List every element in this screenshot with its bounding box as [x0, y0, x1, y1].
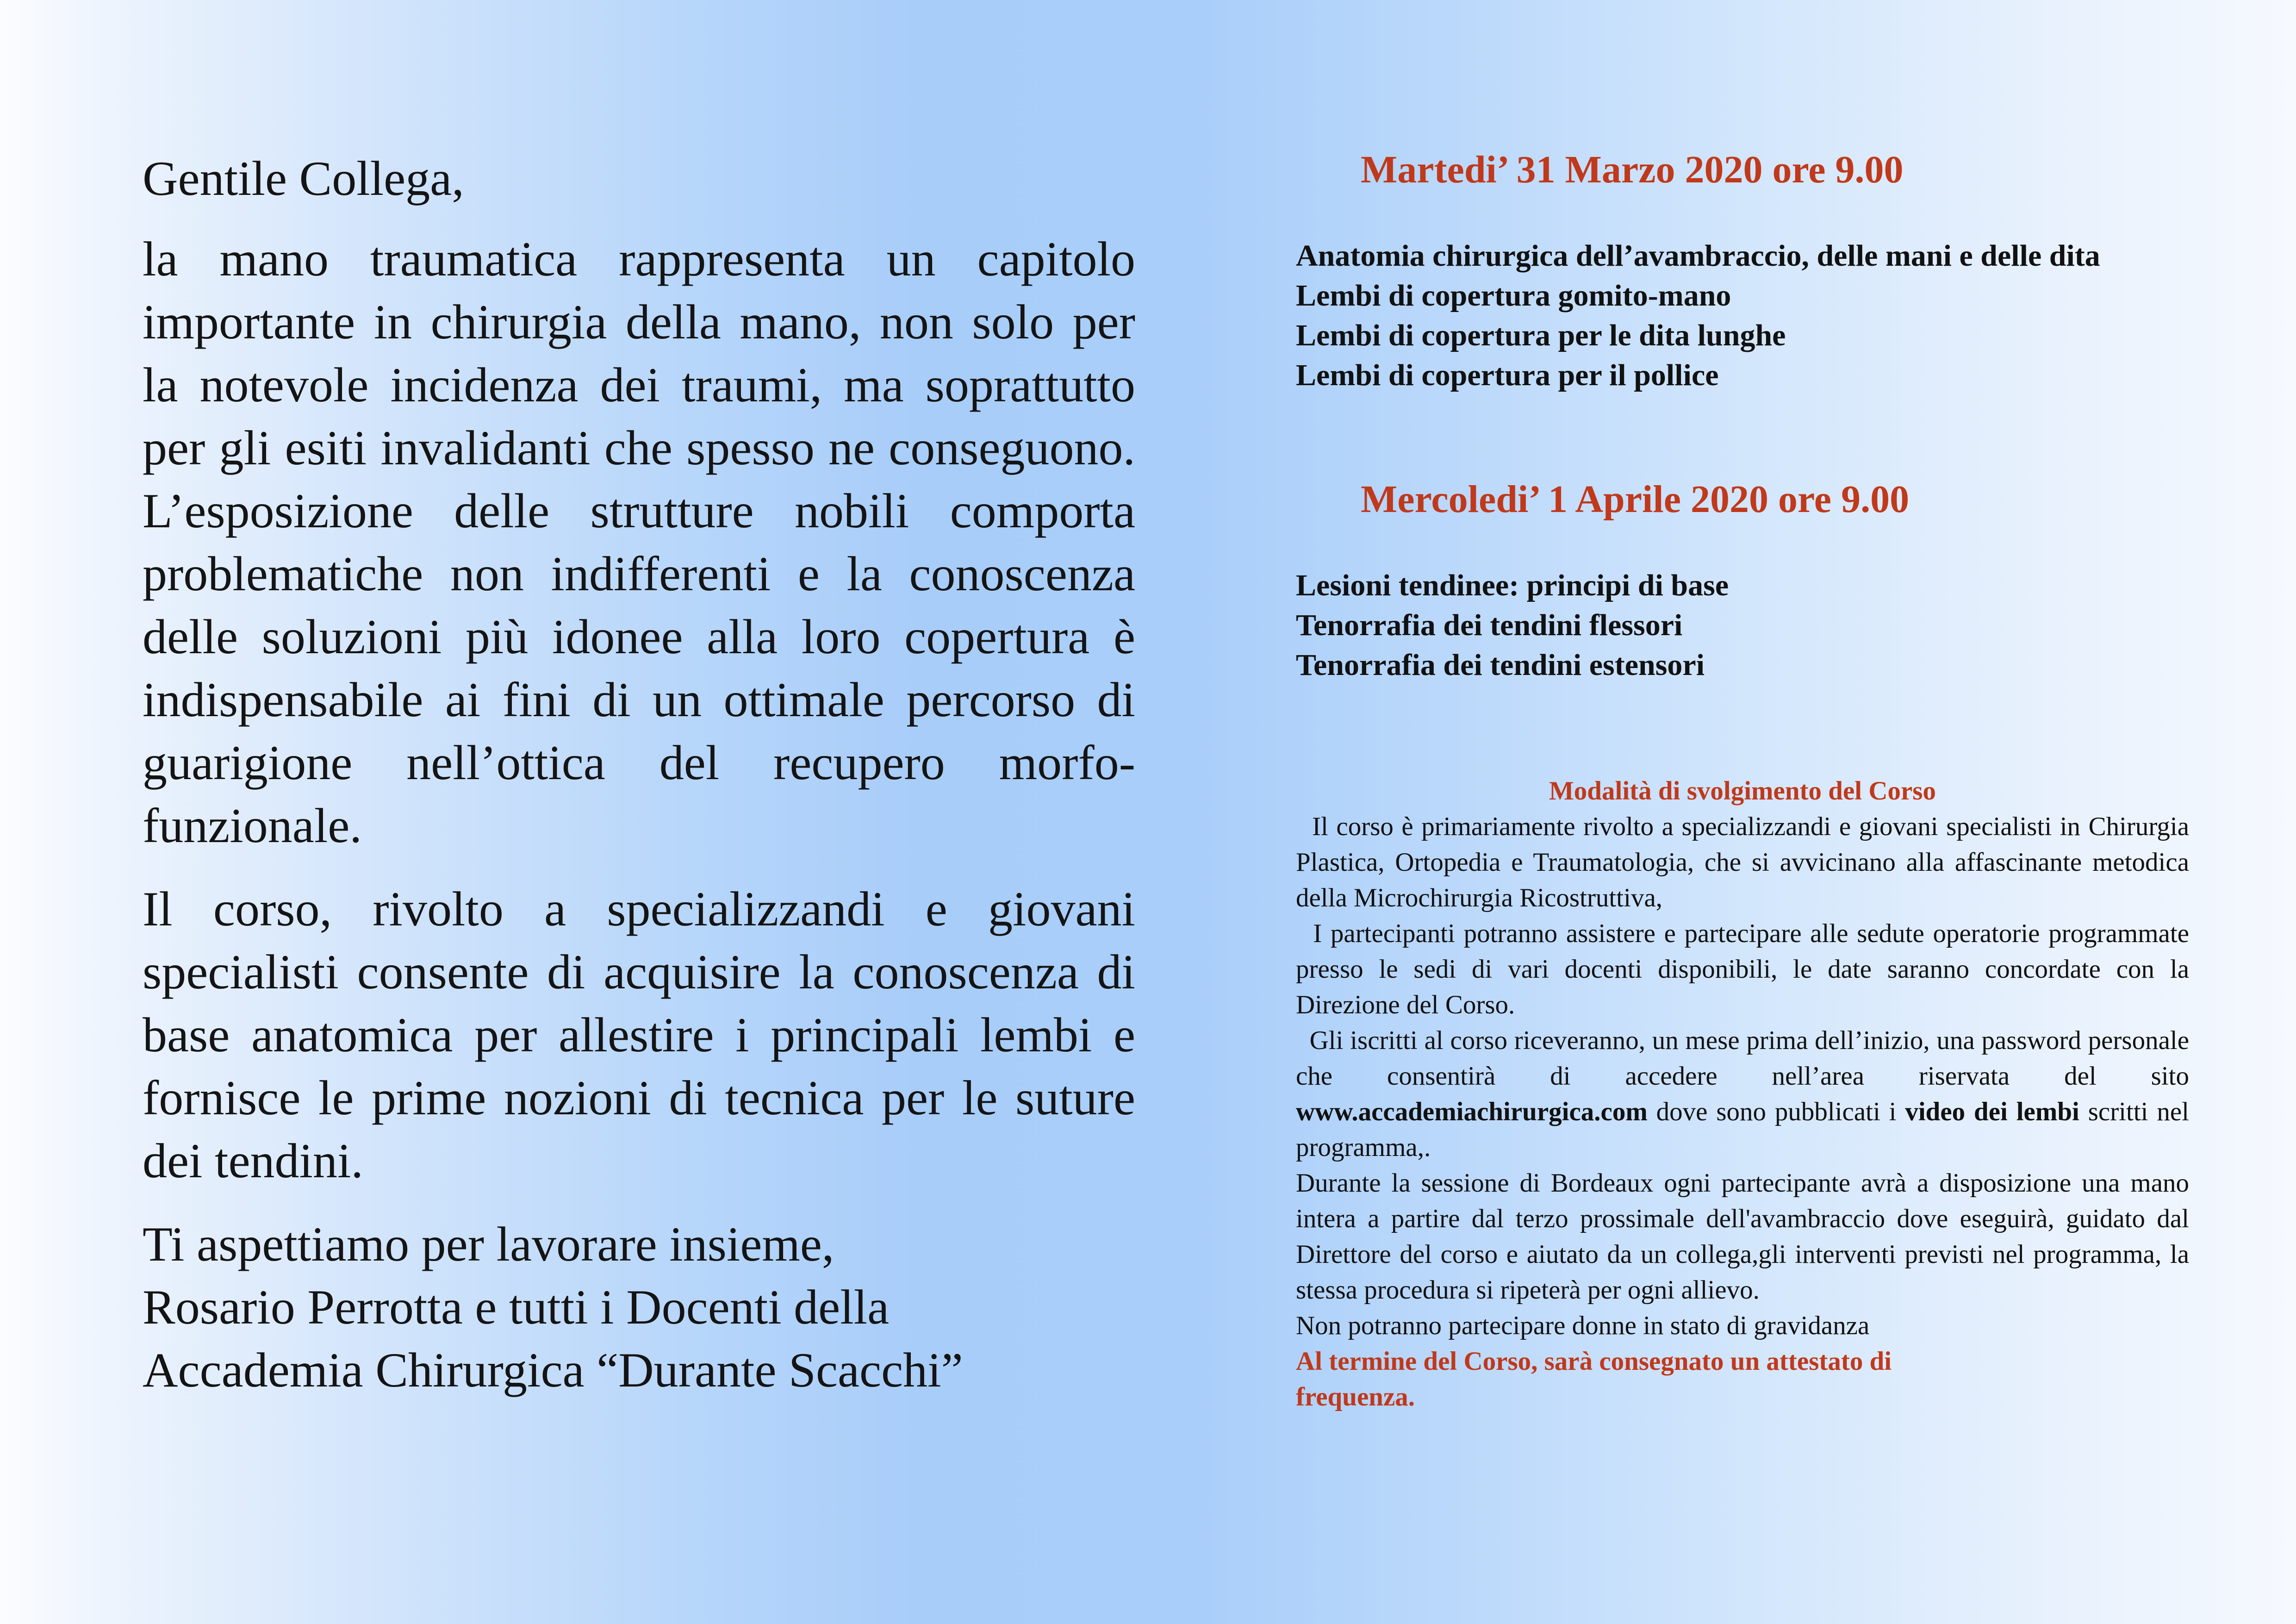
session-topics-1 [1296, 236, 2189, 395]
modality-text: I partecipanti potranno assistere e partecipare alle sedute operatorie programmate presso le sedi di vari docenti disponibili, le date saranno concordate con la Direzione del Corso. [1296, 919, 2189, 1019]
session-date-2: Mercoledi’ 1 Aprile 2020 ore 9.00 [1361, 478, 1910, 521]
letter-closing [143, 1213, 1135, 1402]
certificate-note: Al termine del Corso, sarà consegnato un attestato di frequenza. [1296, 1347, 1892, 1412]
videos-highlight: video dei lembi [1905, 1097, 2079, 1126]
closing-line: Rosario Perrotta e tutti i Docenti della [143, 1280, 890, 1334]
modality-text: Il corso è primariamente rivolto a specializzandi e giovani specialisti in Chirurgia Plastica, Ortopedia e Traumatologia, che si avvicinano alla affascinante metodica della Microchirurgia Ricostruttiva, [1296, 812, 2190, 912]
topic-item: Lembi di copertura gomito-mano [1296, 279, 1731, 312]
closing-line: Accademia Chirurgica “Durante Scacchi” [143, 1343, 963, 1397]
modality-text: dove sono pubblicati i [1647, 1097, 1905, 1126]
letter-greeting: Gentile Collega, [143, 151, 464, 206]
modality-paragraph [1296, 916, 2189, 1023]
modality-text: scritti nel programma,. [1296, 1097, 2189, 1162]
session-topics-2 [1296, 566, 2189, 685]
topic-item: Tenorrafia dei tendini estensori [1296, 648, 1705, 682]
closing-line: Ti aspettiamo per lavorare insieme, [143, 1217, 834, 1271]
modality-paragraph [1296, 809, 2189, 916]
modality-paragraph: Durante la sessione di Bordeaux ogni partecipante avrà a disposizione una mano intera a partire dal terzo prossimale dell'avambraccio dove eseguirà, guidato dal Direttore del corso e aiutato da un collega,gli interventi previsti nel programma, la stessa procedura si ripeterà per ogni allievo. [1296, 1168, 2189, 1305]
modality-text: Gli iscritti al corso riceveranno, un mese prima dell’inizio, una password personale che consentirà di accedere nell’area riservata del sito [1296, 1026, 2190, 1091]
letter-paragraph-intro: la mano traumatica rappresenta un capitolo importante in chirurgia della mano, non solo per la notevole incidenza dei traumi, ma soprattutto per gli esiti invalidanti che spesso ne conseguono. L’esposizione delle strutture nobili comporta problematiche non indifferenti e la conoscenza delle soluzioni più idonee alla loro copertura è indispensabile ai fini di un ottimale percorso di guarigione nell’ottica del recupero morfo-funzionale. [143, 232, 1135, 853]
topic-item: Lesioni tendinee: principi di base [1296, 568, 1729, 602]
modality-paragraph [1296, 1023, 2189, 1165]
letter-paragraph-course: Il corso, rivolto a specializzandi e giovani specialisti consente di acquisire la conoscenza di base anatomica per allestire i principali lembi e fornisce le prime nozioni di tecnica per le suture dei tendini. [143, 882, 1135, 1188]
website-link[interactable]: www.accademiachirurgica.com [1296, 1097, 1648, 1126]
modality-title: Modalità di svolgimento del Corso [1549, 776, 1936, 806]
topic-item: Tenorrafia dei tendini flessori [1296, 608, 1683, 642]
course-modality [1296, 773, 2189, 1415]
modality-paragraph: Non potranno partecipare donne in stato di gravidanza [1296, 1311, 1870, 1340]
topic-item: Lembi di copertura per le dita lunghe [1296, 319, 1786, 352]
topic-item: Anatomia chirurgica dell’avambraccio, delle mani e delle dita [1296, 239, 2100, 273]
session-date-1: Martedi’ 31 Marzo 2020 ore 9.00 [1361, 148, 1904, 191]
letter-column [143, 147, 1135, 1402]
topic-item: Lembi di copertura per il pollice [1296, 358, 1719, 392]
